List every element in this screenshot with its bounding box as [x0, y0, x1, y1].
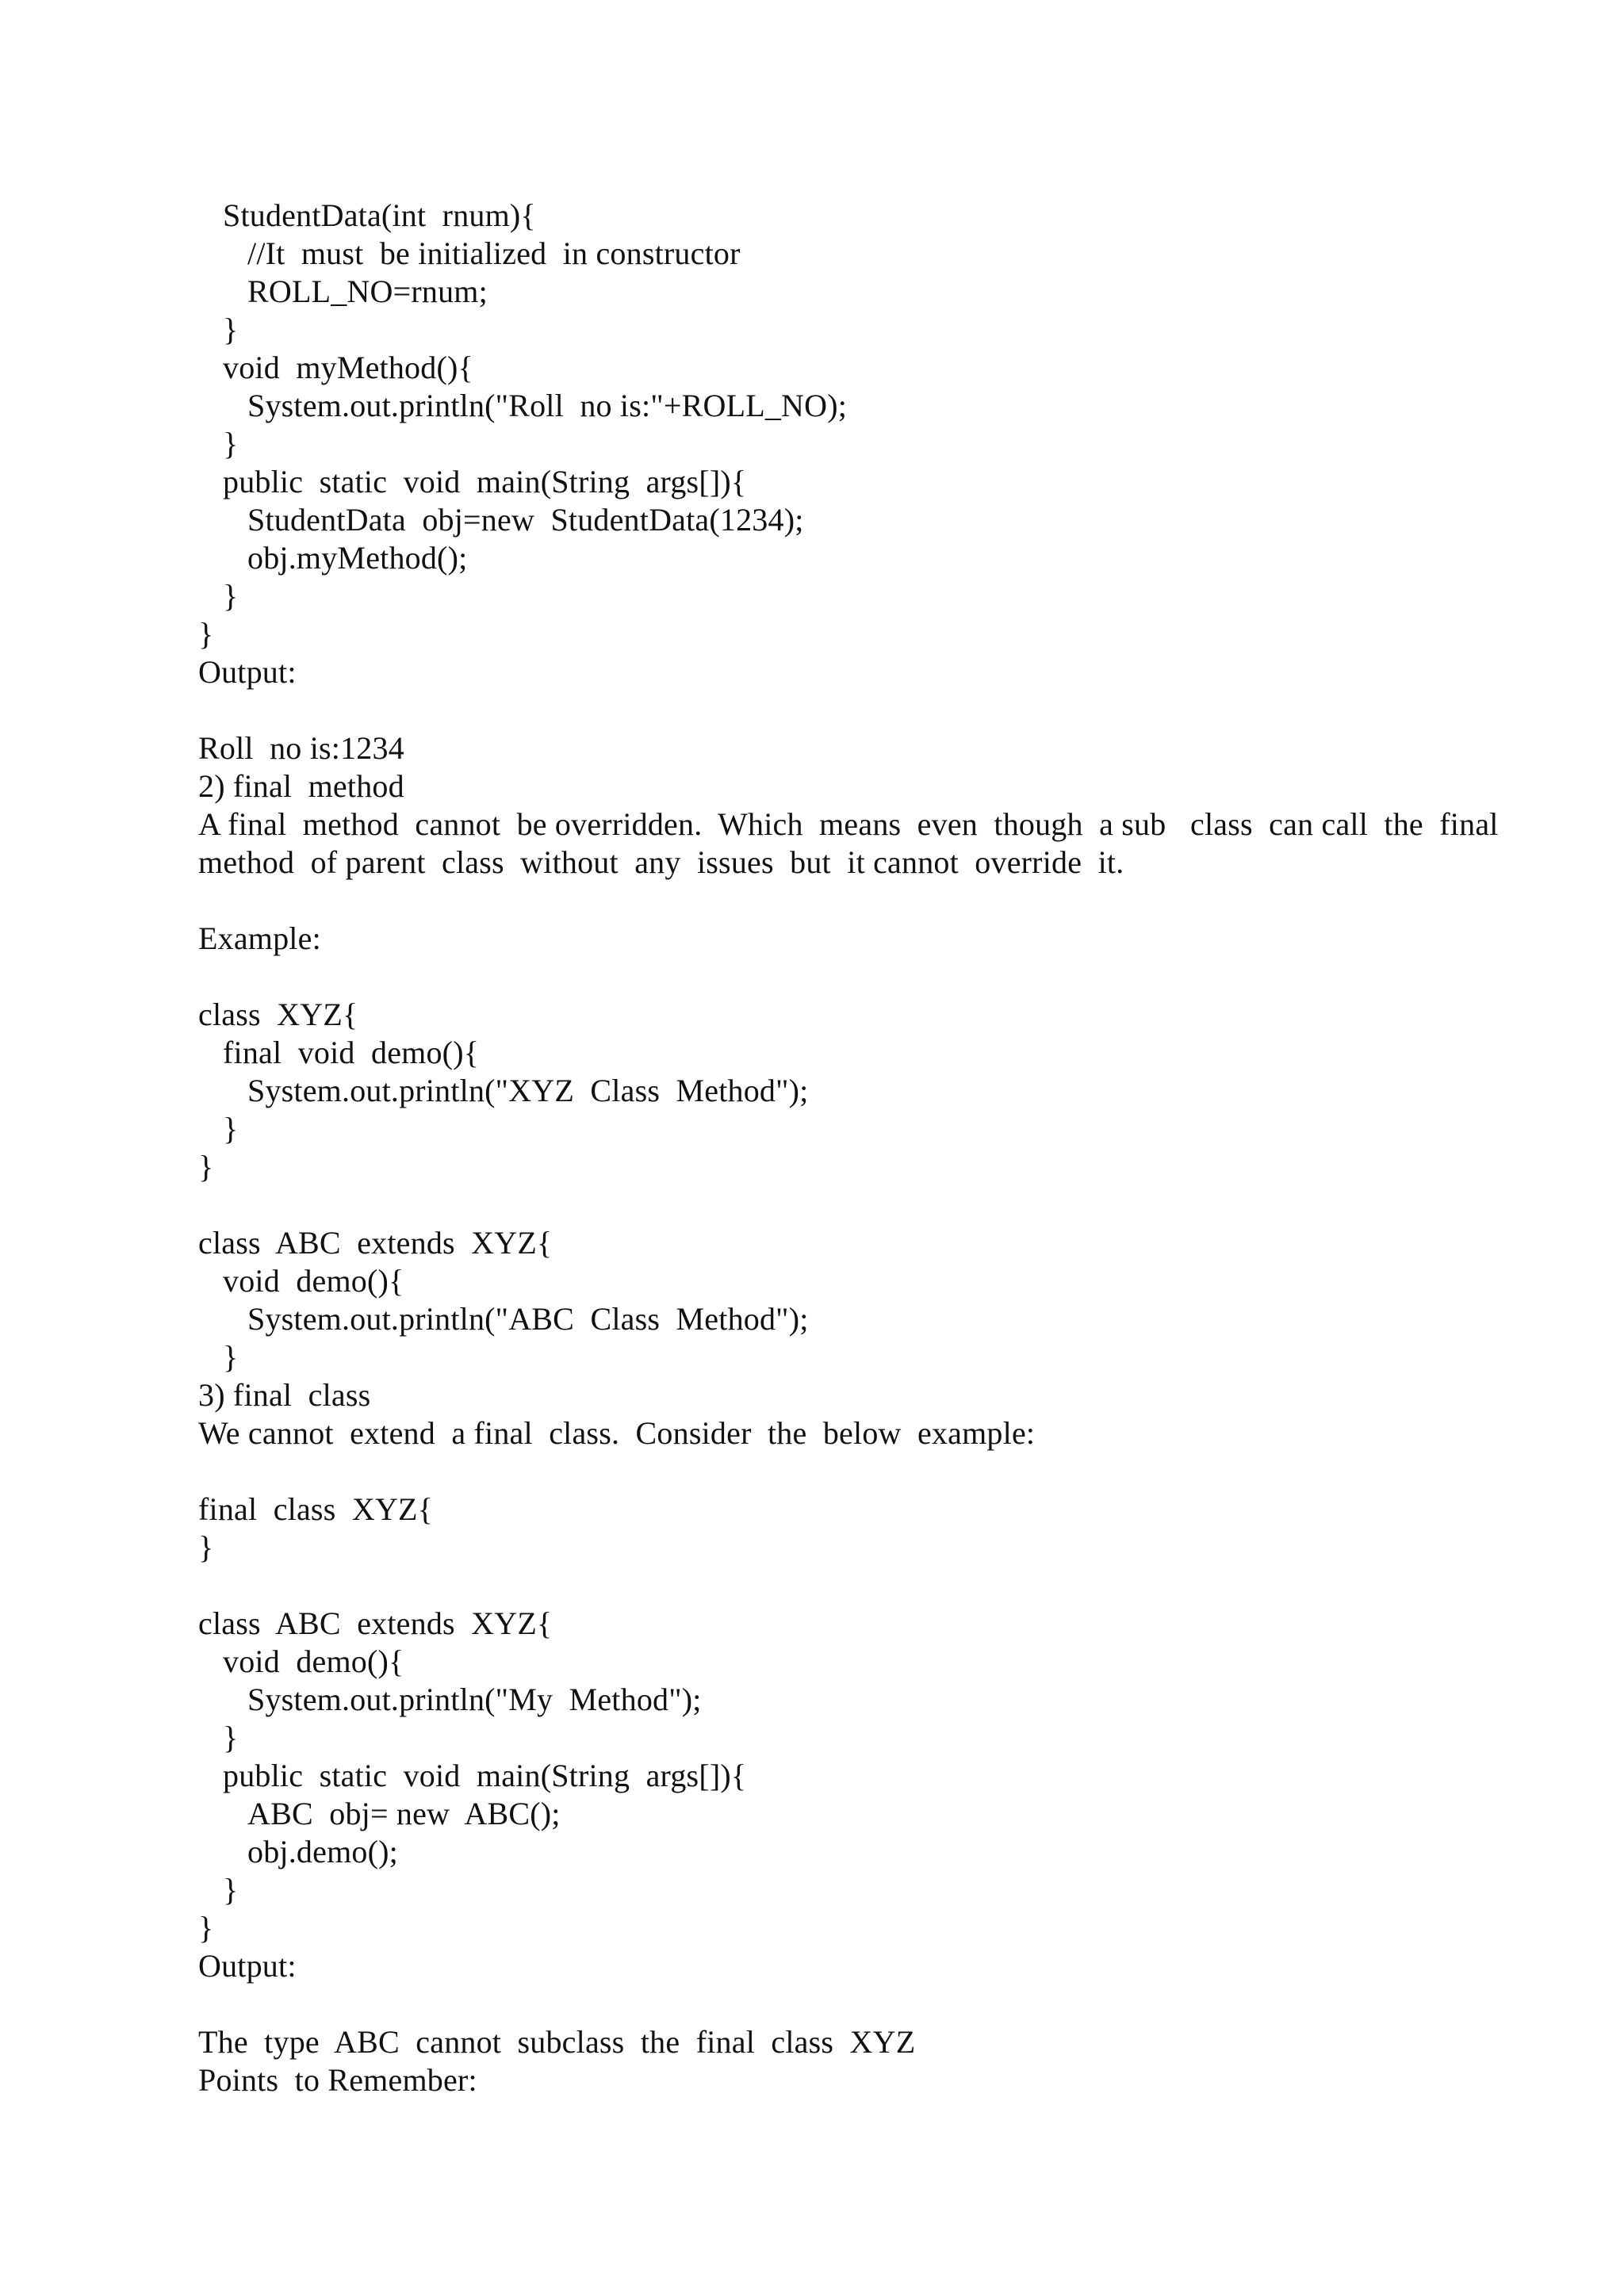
output-heading: Output:: [198, 654, 297, 690]
section-heading: 2) final method: [198, 768, 404, 804]
code-line: }: [223, 426, 239, 461]
code-line: StudentData obj=new StudentData(1234);: [247, 502, 804, 538]
code-line: obj.myMethod();: [247, 540, 468, 576]
code-line: obj.demo();: [247, 1834, 398, 1869]
code-line: void myMethod(){: [223, 350, 473, 385]
section-heading: Points to Remember:: [198, 2062, 477, 2098]
code-line: void demo(){: [223, 1263, 404, 1299]
code-line: System.out.println("Roll no is:"+ROLL_NO);: [247, 388, 848, 423]
code-line: public static void main(String args[]){: [223, 1758, 747, 1793]
code-line: System.out.println("ABC Class Method");: [247, 1301, 809, 1337]
code-line: }: [223, 1872, 239, 1908]
code-line: }: [223, 312, 239, 347]
output-text: Roll no is:1234: [198, 730, 404, 766]
code-line: System.out.println("XYZ Class Method");: [247, 1073, 809, 1108]
code-line: }: [198, 1910, 214, 1946]
code-line: class ABC extends XYZ{: [198, 1225, 553, 1261]
paragraph-line: A final method cannot be overridden. Which means even though a sub class can call the final: [198, 806, 1499, 842]
code-line: class XYZ{: [198, 997, 358, 1032]
code-line: }: [198, 616, 214, 652]
code-line: //It must be initialized in constructor: [247, 235, 741, 271]
code-line: final class XYZ{: [198, 1491, 434, 1527]
code-line: }: [223, 1111, 239, 1146]
code-line: void demo(){: [223, 1644, 404, 1679]
code-line: final void demo(){: [223, 1035, 480, 1070]
code-line: }: [223, 578, 239, 614]
code-line: public static void main(String args[]){: [223, 464, 747, 499]
code-line: System.out.println("My Method");: [247, 1682, 702, 1717]
code-line: ABC obj= new ABC();: [247, 1796, 561, 1831]
code-line: StudentData(int rnum){: [223, 197, 536, 233]
code-line: class ABC extends XYZ{: [198, 1605, 553, 1641]
code-line: }: [223, 1720, 239, 1755]
code-line: }: [198, 1149, 214, 1184]
example-heading: Example:: [198, 920, 321, 956]
paragraph-line: We cannot extend a final class. Consider the below example:: [198, 1415, 1036, 1451]
output-text: The type ABC cannot subclass the final class XYZ: [198, 2024, 916, 2060]
section-heading: 3) final class: [198, 1377, 371, 1413]
output-heading: Output:: [198, 1948, 297, 1984]
code-line: }: [198, 1529, 214, 1565]
code-line: }: [223, 1339, 239, 1375]
code-line: ROLL_NO=rnum;: [247, 274, 488, 309]
paragraph-line: method of parent class without any issues but it cannot override it.: [198, 844, 1124, 880]
